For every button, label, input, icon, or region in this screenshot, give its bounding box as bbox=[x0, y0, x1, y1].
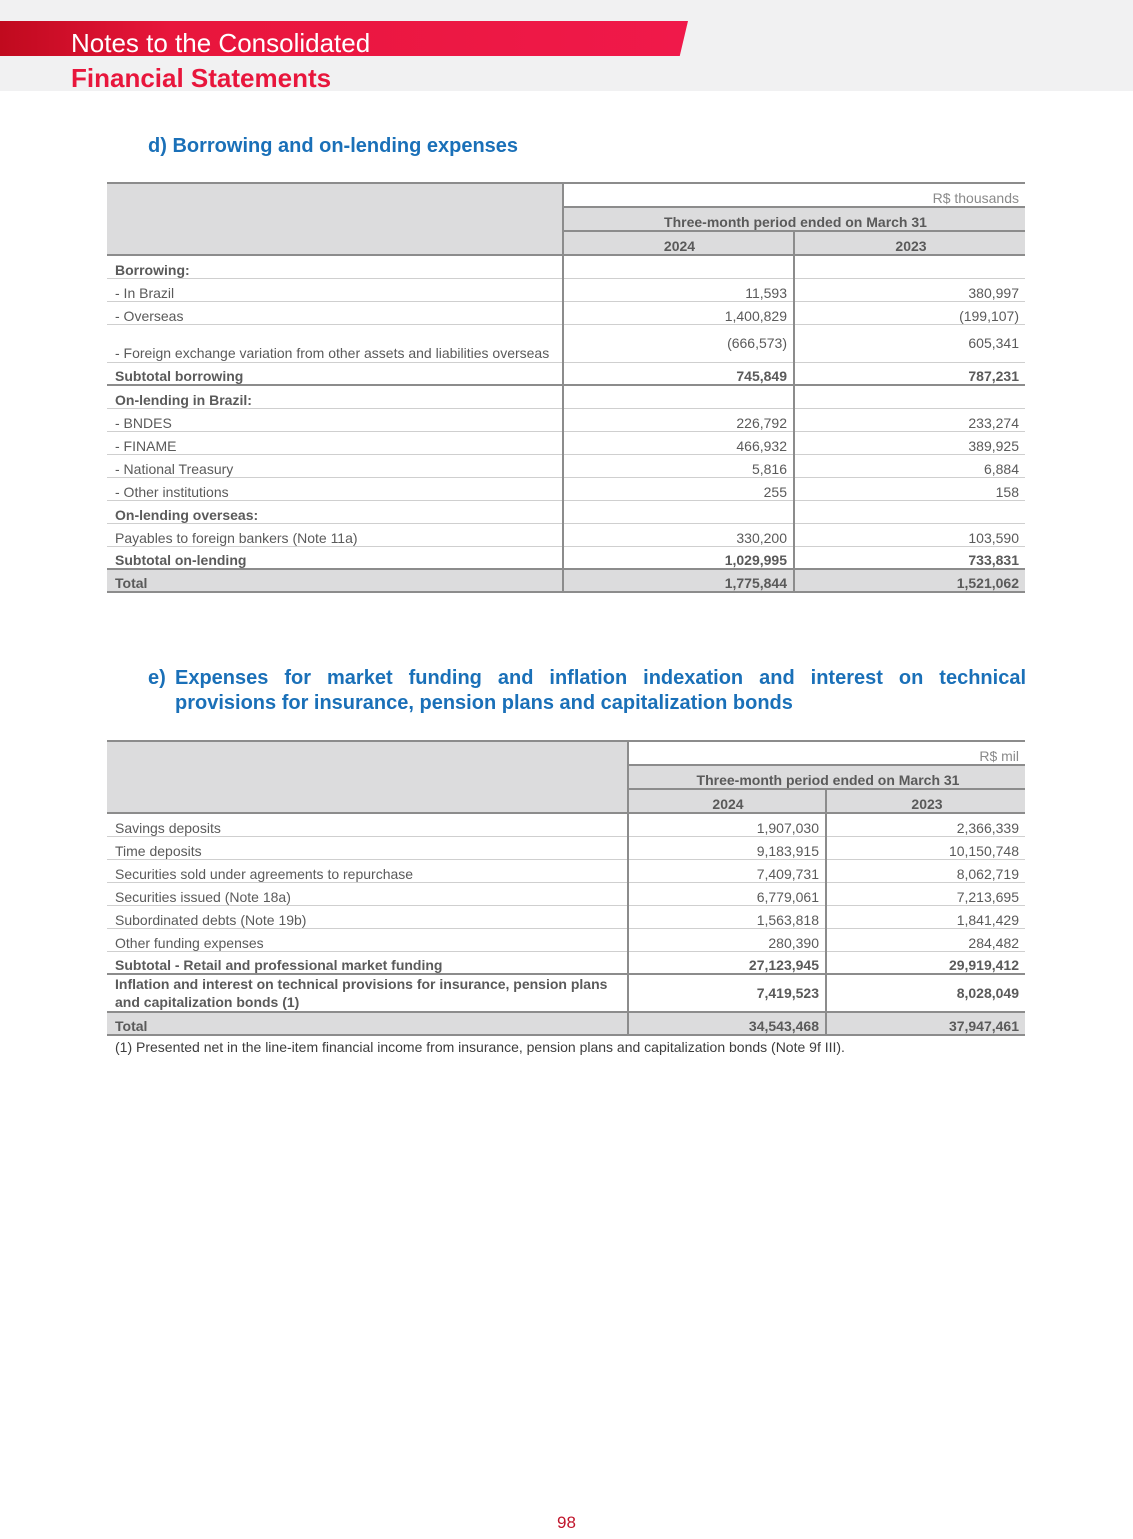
value-2023: 158 bbox=[794, 477, 1025, 500]
value-2023: 733,831 bbox=[794, 546, 1025, 569]
table-row bbox=[107, 301, 1025, 324]
value-2023: 8,062,719 bbox=[826, 859, 1025, 882]
value-2023 bbox=[794, 500, 1025, 523]
value-2024: 466,932 bbox=[563, 431, 794, 454]
value-2024: 1,907,030 bbox=[628, 813, 826, 836]
value-2024: 6,779,061 bbox=[628, 882, 826, 905]
row-label: - Other institutions bbox=[107, 477, 563, 500]
value-2024: 1,400,829 bbox=[563, 301, 794, 324]
row-label: - BNDES bbox=[107, 408, 563, 431]
value-2024: 745,849 bbox=[563, 362, 794, 385]
table-header-blank bbox=[107, 183, 563, 255]
table-row bbox=[107, 408, 1025, 431]
row-label: - FINAME bbox=[107, 431, 563, 454]
total-row bbox=[107, 1012, 1025, 1035]
value-2023 bbox=[794, 255, 1025, 278]
section-d-label: d) bbox=[148, 135, 167, 157]
table-row bbox=[107, 500, 1025, 523]
value-2024: 27,123,945 bbox=[628, 951, 826, 974]
period-header: Three-month period ended on March 31 bbox=[563, 207, 1025, 231]
row-label: Total bbox=[107, 1012, 628, 1035]
value-2024 bbox=[563, 500, 794, 523]
unit-label: R$ mil bbox=[628, 741, 1025, 765]
section-e-title bbox=[148, 666, 1026, 716]
row-label: On-lending in Brazil: bbox=[107, 385, 563, 408]
table-row bbox=[107, 477, 1025, 500]
table-row bbox=[107, 859, 1025, 882]
year-header-2024: 2024 bbox=[628, 789, 826, 813]
value-2024: 255 bbox=[563, 477, 794, 500]
value-2024: 1,775,844 bbox=[563, 569, 794, 592]
table-row bbox=[107, 974, 1025, 1012]
page-number: 98 bbox=[557, 1513, 576, 1532]
borrowing-table bbox=[107, 182, 1025, 593]
row-label: - National Treasury bbox=[107, 454, 563, 477]
value-2023: 29,919,412 bbox=[826, 951, 1025, 974]
value-2023: 787,231 bbox=[794, 362, 1025, 385]
table-row bbox=[107, 362, 1025, 385]
value-2024: 330,200 bbox=[563, 523, 794, 546]
value-2024 bbox=[563, 385, 794, 408]
row-label: Subordinated debts (Note 19b) bbox=[107, 905, 628, 928]
section-e-title-line2: provisions for insurance, pension plans and capitalization bonds bbox=[175, 692, 793, 714]
total-row bbox=[107, 569, 1025, 592]
unit-label: R$ thousands bbox=[563, 183, 1025, 207]
section-e-title-line1: Expenses for market funding and inflation indexation and interest on technical bbox=[175, 667, 1026, 689]
value-2024: 7,419,523 bbox=[628, 974, 826, 1012]
row-label: Inflation and interest on technical provisions for insurance, pension plans and capitalization bonds (1) bbox=[107, 974, 628, 1012]
year-header-2023: 2023 bbox=[826, 789, 1025, 813]
market-funding-table bbox=[107, 740, 1025, 1036]
row-label: - Foreign exchange variation from other assets and liabilities overseas bbox=[107, 324, 563, 362]
row-label: Securities sold under agreements to repurchase bbox=[107, 859, 628, 882]
year-header-2023: 2023 bbox=[794, 231, 1025, 255]
table-row bbox=[107, 905, 1025, 928]
row-label: Securities issued (Note 18a) bbox=[107, 882, 628, 905]
value-2023: 8,028,049 bbox=[826, 974, 1025, 1012]
value-2023: 605,341 bbox=[794, 324, 1025, 362]
value-2024: 226,792 bbox=[563, 408, 794, 431]
row-label: Total bbox=[107, 569, 563, 592]
table-row bbox=[107, 324, 1025, 362]
table-row bbox=[107, 385, 1025, 408]
row-label: Payables to foreign bankers (Note 11a) bbox=[107, 523, 563, 546]
value-2023: 6,884 bbox=[794, 454, 1025, 477]
table-row bbox=[107, 454, 1025, 477]
row-label: On-lending overseas: bbox=[107, 500, 563, 523]
table-row bbox=[107, 523, 1025, 546]
value-2024: (666,573) bbox=[563, 324, 794, 362]
value-2024: 5,816 bbox=[563, 454, 794, 477]
value-2024: 11,593 bbox=[563, 278, 794, 301]
value-2023: 1,521,062 bbox=[794, 569, 1025, 592]
value-2024: 34,543,468 bbox=[628, 1012, 826, 1035]
row-label: Other funding expenses bbox=[107, 928, 628, 951]
value-2023: 10,150,748 bbox=[826, 836, 1025, 859]
value-2023: 284,482 bbox=[826, 928, 1025, 951]
row-label: Subtotal on-lending bbox=[107, 546, 563, 569]
row-label: - Overseas bbox=[107, 301, 563, 324]
value-2024 bbox=[563, 255, 794, 278]
value-2024: 280,390 bbox=[628, 928, 826, 951]
row-label: Savings deposits bbox=[107, 813, 628, 836]
table-row bbox=[107, 836, 1025, 859]
section-d-title bbox=[148, 134, 518, 159]
value-2023: (199,107) bbox=[794, 301, 1025, 324]
value-2023: 380,997 bbox=[794, 278, 1025, 301]
year-header-2024: 2024 bbox=[563, 231, 794, 255]
section-e-label: e) bbox=[148, 667, 166, 689]
value-2024: 1,029,995 bbox=[563, 546, 794, 569]
row-label: Borrowing: bbox=[107, 255, 563, 278]
row-label: Subtotal - Retail and professional market funding bbox=[107, 951, 628, 974]
value-2023: 233,274 bbox=[794, 408, 1025, 431]
table-row bbox=[107, 546, 1025, 569]
period-header: Three-month period ended on March 31 bbox=[628, 765, 1025, 789]
table-row bbox=[107, 928, 1025, 951]
row-label: Subtotal borrowing bbox=[107, 362, 563, 385]
table-header-blank bbox=[107, 741, 628, 813]
row-label: Time deposits bbox=[107, 836, 628, 859]
row-label: - In Brazil bbox=[107, 278, 563, 301]
table-row bbox=[107, 813, 1025, 836]
table-row bbox=[107, 255, 1025, 278]
value-2024: 1,563,818 bbox=[628, 905, 826, 928]
footnote: (1) Presented net in the line-item financial income from insurance, pension plans and capitalization bonds (Note 9f III). bbox=[115, 1039, 845, 1055]
header-title-line1: Notes to the Consolidated bbox=[71, 28, 371, 58]
value-2024: 7,409,731 bbox=[628, 859, 826, 882]
table-row bbox=[107, 278, 1025, 301]
value-2023: 2,366,339 bbox=[826, 813, 1025, 836]
value-2023 bbox=[794, 385, 1025, 408]
value-2023: 7,213,695 bbox=[826, 882, 1025, 905]
section-d-title-text: Borrowing and on-lending expenses bbox=[172, 135, 519, 157]
table-row bbox=[107, 951, 1025, 974]
table-row bbox=[107, 431, 1025, 454]
table-row bbox=[107, 882, 1025, 905]
value-2023: 103,590 bbox=[794, 523, 1025, 546]
value-2024: 9,183,915 bbox=[628, 836, 826, 859]
value-2023: 37,947,461 bbox=[826, 1012, 1025, 1035]
value-2023: 1,841,429 bbox=[826, 905, 1025, 928]
header-title-line2: Financial Statements bbox=[71, 63, 332, 93]
value-2023: 389,925 bbox=[794, 431, 1025, 454]
